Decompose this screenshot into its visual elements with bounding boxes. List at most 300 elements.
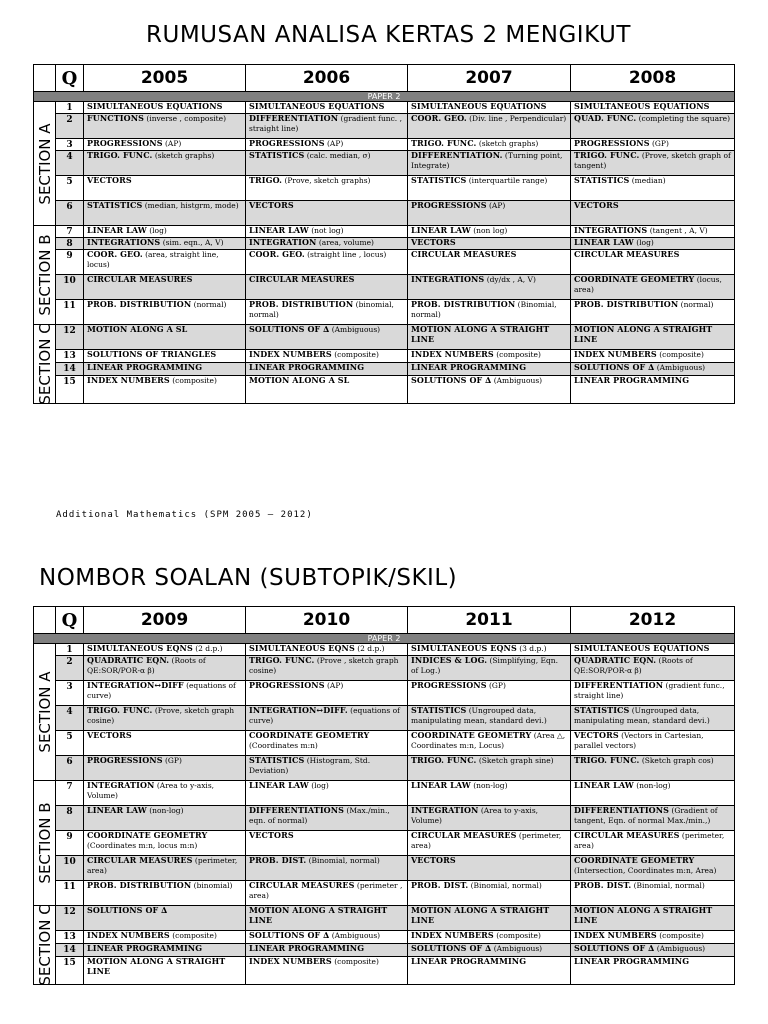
topic-title: LINEAR PROGRAMMING — [411, 956, 527, 966]
corner-cell — [34, 607, 56, 634]
topic-cell — [571, 806, 735, 831]
topic-cell — [571, 114, 735, 139]
topic-title: CIRCULAR MEASURES — [87, 274, 193, 284]
topic-detail: (composite) — [493, 931, 541, 940]
topic-cell — [84, 151, 246, 176]
topic-cell — [408, 250, 571, 275]
topic-title: INDEX NUMBERS — [87, 375, 170, 385]
topic-cell — [571, 731, 735, 756]
topic-detail: (Ambiguous) — [329, 325, 381, 334]
topic-detail: (AP) — [162, 139, 182, 148]
topic-title: LINEAR LAW — [249, 225, 309, 235]
topic-detail: (Ambiguous) — [654, 363, 706, 372]
question-number: 2 — [56, 656, 84, 681]
topic-cell — [84, 731, 246, 756]
topic-detail: (Ungrouped data, manipulating mean, standard devi.) — [574, 706, 710, 725]
topic-detail: (completing the square) — [636, 114, 730, 123]
topic-cell — [246, 806, 408, 831]
question-number: 6 — [56, 201, 84, 226]
paper-label: PAPER 2 — [34, 92, 735, 102]
table-row — [34, 831, 735, 856]
topic-cell — [246, 756, 408, 781]
topic-title: SIMULTANEOUS EQUATIONS — [249, 101, 385, 111]
topic-cell — [408, 731, 571, 756]
topic-title: PROB. DISTRIBUTION — [87, 880, 192, 890]
topic-detail: (gradient func., straight line) — [574, 681, 725, 700]
topic-title: PROB. DIST. — [574, 880, 632, 890]
topic-title: VECTORS — [249, 200, 294, 210]
topic-cell — [408, 944, 571, 957]
topic-cell — [408, 238, 571, 250]
topic-title: COOR. GEO. — [87, 249, 143, 259]
topic-cell — [571, 300, 735, 325]
section-label — [34, 102, 56, 226]
topic-detail: (sim. eqn., A, V) — [160, 238, 224, 247]
topic-detail: (Roots of QE:SOR/POR-α β) — [574, 656, 693, 675]
topic-detail: (non log) — [470, 226, 508, 235]
topic-title: MOTION ALONG A SL — [249, 375, 350, 385]
section-label-text: SECTION C — [35, 323, 54, 405]
topic-detail: (Coordinates m:n, locus m:n) — [87, 840, 198, 850]
paper-label-row — [34, 634, 735, 644]
topic-cell — [84, 250, 246, 275]
topic-title: INDEX NUMBERS — [411, 930, 494, 940]
table-row — [34, 151, 735, 176]
topic-cell — [84, 906, 246, 931]
topic-cell — [246, 151, 408, 176]
paper-label: PAPER 2 — [34, 634, 735, 644]
topic-cell — [246, 881, 408, 906]
topic-detail: (area, straight line, locus) — [87, 250, 219, 269]
topic-detail: (tangent , A, V) — [647, 226, 708, 235]
topic-title: COORDINATE GEOMETRY — [411, 730, 532, 740]
topic-title: INDEX NUMBERS — [574, 930, 657, 940]
topic-detail: (normal) — [678, 300, 714, 309]
topic-cell — [571, 906, 735, 931]
question-number: 7 — [56, 781, 84, 806]
topic-title: SIMULTANEOUS EQNS — [411, 643, 517, 653]
topic-detail: (area, volume) — [316, 238, 374, 247]
topic-title: STATISTICS — [249, 755, 305, 765]
topic-cell — [408, 906, 571, 931]
topic-title: MOTION ALONG A STRAIGHT LINE — [574, 324, 713, 344]
topic-cell — [408, 151, 571, 176]
topic-title: PROGRESSIONS — [574, 138, 650, 148]
topic-title: CIRCULAR MEASURES — [411, 249, 517, 259]
topic-detail: (gradient func. , straight line) — [249, 114, 402, 133]
topic-cell — [571, 944, 735, 957]
section-label-text: SECTION B — [35, 802, 54, 884]
table-row — [34, 275, 735, 300]
section-label — [34, 325, 56, 404]
topic-title: PROGRESSIONS — [249, 680, 325, 690]
topic-detail: (binomial, normal) — [249, 300, 394, 319]
question-number: 3 — [56, 139, 84, 151]
topic-cell — [246, 139, 408, 151]
year-header: 2009 — [84, 607, 246, 634]
topic-detail: (equations of curve) — [249, 706, 400, 725]
question-number: 11 — [56, 881, 84, 906]
topic-cell — [408, 957, 571, 985]
topic-title: SOLUTIONS OF TRIANGLES — [87, 349, 217, 359]
topic-title: LINEAR LAW — [574, 780, 634, 790]
topic-title: CIRCULAR MEASURES — [574, 830, 680, 840]
topic-detail: (Histogram, Std. Deviation) — [249, 756, 371, 775]
topic-detail: (Vectors in Cartesian, parallel vectors) — [574, 731, 704, 750]
topic-cell — [408, 681, 571, 706]
table-row — [34, 781, 735, 806]
topic-cell — [84, 806, 246, 831]
topic-title: PROB. DISTRIBUTION — [574, 299, 679, 309]
topic-detail: (AP) — [486, 201, 506, 210]
table-row — [34, 363, 735, 376]
topic-cell — [246, 856, 408, 881]
topic-cell — [571, 151, 735, 176]
topic-cell — [408, 201, 571, 226]
topic-cell — [246, 931, 408, 944]
question-number: 15 — [56, 957, 84, 985]
topic-detail: (2 d.p.) — [192, 644, 223, 653]
topic-cell — [408, 139, 571, 151]
topic-title: SIMULTANEOUS EQUATIONS — [411, 101, 547, 111]
topic-title: PROB. DISTRIBUTION — [249, 299, 354, 309]
topic-title: LINEAR PROGRAMMING — [411, 362, 527, 372]
topic-title: TRIGO. — [249, 175, 283, 185]
topic-cell — [246, 275, 408, 300]
topic-detail: (composite) — [169, 931, 217, 940]
year-header: 2007 — [408, 65, 571, 92]
topic-detail: (Simplifying, Eqn. of Log.) — [411, 656, 558, 675]
topic-cell — [84, 706, 246, 731]
topic-detail: (Area to y-axis, Volume) — [411, 806, 539, 825]
topic-title: DIFFERENTIATION — [249, 113, 339, 123]
table-row — [34, 644, 735, 656]
topic-title: INDEX NUMBERS — [411, 349, 494, 359]
section-label-text: SECTION C — [35, 904, 54, 986]
topic-detail: (Binomial, normal) — [468, 881, 542, 890]
topic-cell — [84, 376, 246, 404]
year-header: 2010 — [246, 607, 408, 634]
topic-detail: (Sketch graph cos) — [639, 756, 714, 765]
topic-title: INDEX NUMBERS — [249, 956, 332, 966]
question-number: 13 — [56, 931, 84, 944]
topic-cell — [84, 881, 246, 906]
topic-cell — [84, 363, 246, 376]
topic-detail: (2 d.p.) — [354, 644, 385, 653]
topic-title: DIFFERENTIATION. — [411, 150, 503, 160]
topic-title: STATISTICS — [87, 200, 143, 210]
topic-cell — [408, 363, 571, 376]
table-row — [34, 681, 735, 706]
topic-cell — [246, 957, 408, 985]
topic-detail: (Ambiguous) — [654, 944, 706, 953]
topic-cell — [246, 731, 408, 756]
topic-cell — [408, 656, 571, 681]
topic-cell — [571, 831, 735, 856]
question-number: 6 — [56, 756, 84, 781]
topic-cell — [246, 201, 408, 226]
topic-detail: (non-log) — [146, 806, 184, 815]
topic-title: INDEX NUMBERS — [574, 349, 657, 359]
year-header: 2012 — [571, 607, 735, 634]
topic-detail: (interquartile range) — [466, 176, 548, 185]
table-row — [34, 201, 735, 226]
topic-title: COOR. GEO. — [411, 113, 467, 123]
topic-cell — [246, 102, 408, 114]
topic-title: QUAD. FUNC. — [574, 113, 637, 123]
topic-detail: (Intersection, Coordinates m:n, Area) — [574, 865, 717, 875]
topic-title: SOLUTIONS OF ∆ — [249, 930, 330, 940]
topic-title: SOLUTIONS OF ∆ — [87, 905, 168, 915]
table-row — [34, 139, 735, 151]
topic-title: VECTORS — [574, 200, 619, 210]
topic-cell — [408, 350, 571, 363]
table-row — [34, 656, 735, 681]
topic-title: SOLUTIONS OF ∆ — [574, 362, 655, 372]
topic-detail: (Roots of QE:SOR/POR-α β) — [87, 656, 206, 675]
page-title-bottom: NOMBOR SOALAN (SUBTOPIK/SKIL) — [39, 565, 458, 591]
section-label — [34, 781, 56, 906]
topic-title: LINEAR PROGRAMMING — [87, 362, 203, 372]
footer-note: Additional Mathematics (SPM 2005 – 2012) — [56, 510, 313, 520]
topic-detail: (Prove , sketch graph cosine) — [249, 656, 399, 675]
topic-detail: (composite) — [493, 350, 541, 359]
topic-title: SOLUTIONS OF ∆ — [411, 943, 492, 953]
section-label-text: SECTION A — [35, 671, 54, 753]
topic-title: COORDINATE GEOMETRY — [574, 855, 695, 865]
topic-detail: (Binomial, normal) — [411, 300, 557, 319]
topic-detail: (dy/dx , A, V) — [484, 275, 536, 284]
topic-title: LINEAR PROGRAMMING — [574, 956, 690, 966]
topic-title: LINEAR LAW — [87, 225, 147, 235]
topic-title: LINEAR PROGRAMMING — [574, 375, 690, 385]
topic-title: STATISTICS — [574, 175, 630, 185]
page-title-top: RUMUSAN ANALISA KERTAS 2 MENGIKUT — [146, 22, 631, 48]
topic-cell — [84, 681, 246, 706]
topic-cell — [246, 656, 408, 681]
topic-title: MOTION ALONG A SL — [87, 324, 188, 334]
topic-detail: (GP) — [649, 139, 669, 148]
topic-detail: (perimeter, area) — [574, 831, 725, 850]
topic-title: INTEGRATIONS — [87, 237, 161, 247]
topic-title: MOTION ALONG A STRAIGHT LINE — [411, 324, 550, 344]
question-number: 3 — [56, 681, 84, 706]
topic-title: LINEAR PROGRAMMING — [249, 362, 365, 372]
question-number: 4 — [56, 706, 84, 731]
topic-detail: (binomial) — [191, 881, 233, 890]
topic-cell — [408, 856, 571, 881]
table-header-row — [34, 607, 735, 634]
topic-detail: (GP) — [162, 756, 182, 765]
topic-title: COORDINATE GEOMETRY — [574, 274, 695, 284]
topic-title: FUNCTIONS — [87, 113, 144, 123]
topic-cell — [408, 881, 571, 906]
topic-detail: (Gradient of tangent, Eqn. of normal Max./min.,) — [574, 806, 718, 825]
topic-cell — [408, 376, 571, 404]
topic-cell — [571, 644, 735, 656]
topic-cell — [246, 944, 408, 957]
topic-cell — [408, 831, 571, 856]
topic-title: QUADRATIC EQN. — [87, 655, 170, 665]
topic-detail: (Ambiguous) — [329, 931, 381, 940]
topic-cell — [84, 275, 246, 300]
topic-title: VECTORS — [411, 855, 456, 865]
topic-title: PROB. DIST. — [249, 855, 307, 865]
question-number: 2 — [56, 114, 84, 139]
topic-detail: (Sketch graph sine) — [476, 756, 554, 765]
topic-title: STATISTICS — [574, 705, 630, 715]
topic-detail: (Turning point, Integrate) — [411, 151, 563, 170]
topic-title: CIRCULAR MEASURES — [411, 830, 517, 840]
topic-title: LINEAR PROGRAMMING — [249, 943, 365, 953]
topic-title: VECTORS — [87, 175, 132, 185]
corner-cell — [34, 65, 56, 92]
table-row — [34, 238, 735, 250]
topic-title: COORDINATE GEOMETRY — [249, 730, 370, 740]
topic-title: CIRCULAR MEASURES — [574, 249, 680, 259]
topic-cell — [571, 238, 735, 250]
topic-title: INTEGRATIONS — [574, 225, 648, 235]
topic-title: PROGRESSIONS — [411, 680, 487, 690]
topic-cell — [84, 139, 246, 151]
topic-title: VECTORS — [574, 730, 619, 740]
topic-title: PROB. DIST. — [411, 880, 469, 890]
topic-cell — [408, 806, 571, 831]
topic-cell — [84, 226, 246, 238]
topic-title: LINEAR LAW — [87, 805, 147, 815]
topic-cell — [571, 957, 735, 985]
topic-title: TRIGO. FUNC. — [87, 150, 153, 160]
topic-cell — [246, 176, 408, 201]
topic-title: QUADRATIC EQN. — [574, 655, 657, 665]
question-number: 9 — [56, 831, 84, 856]
topic-cell — [571, 376, 735, 404]
topic-cell — [571, 350, 735, 363]
table-row — [34, 350, 735, 363]
topic-cell — [246, 831, 408, 856]
topic-title: PROGRESSIONS — [87, 755, 163, 765]
topic-title: DIFFERENTIATIONS — [249, 805, 345, 815]
topic-detail: (calc. median, σ) — [304, 151, 371, 160]
topic-detail: (composite) — [656, 350, 704, 359]
question-number: 1 — [56, 644, 84, 656]
table-row — [34, 226, 735, 238]
topic-detail: (sketch graphs) — [476, 139, 539, 148]
topic-title: INTEGRATION — [411, 805, 479, 815]
topic-title: DIFFERENTIATIONS — [574, 805, 670, 815]
topic-detail: (sketch graphs) — [152, 151, 215, 160]
table-row — [34, 102, 735, 114]
topic-cell — [408, 176, 571, 201]
topic-title: SIMULTANEOUS EQUATIONS — [574, 643, 710, 653]
topic-title: TRIGO. FUNC. — [411, 755, 477, 765]
topic-cell — [84, 931, 246, 944]
topic-detail: (log) — [146, 226, 167, 235]
topic-detail: (equations of curve) — [87, 681, 236, 700]
topic-detail: (AP) — [324, 139, 344, 148]
topic-detail: (Binomial, normal) — [306, 856, 380, 865]
question-number: 4 — [56, 151, 84, 176]
topic-cell — [571, 139, 735, 151]
topic-title: SIMULTANEOUS EQNS — [249, 643, 355, 653]
topic-cell — [408, 931, 571, 944]
section-label — [34, 644, 56, 781]
topic-title: INTEGRATION — [249, 237, 317, 247]
topic-cell — [408, 644, 571, 656]
topic-cell — [571, 931, 735, 944]
year-header: 2008 — [571, 65, 735, 92]
section-label — [34, 906, 56, 985]
topic-title: SIMULTANEOUS EQNS — [87, 643, 193, 653]
topic-detail: (Div. line , Perpendicular) — [466, 114, 567, 123]
topic-cell — [408, 102, 571, 114]
topic-title: DIFFERENTIATION — [574, 680, 664, 690]
topic-cell — [571, 656, 735, 681]
topic-cell — [571, 226, 735, 238]
topic-title: LINEAR LAW — [574, 237, 634, 247]
topic-title: LINEAR PROGRAMMING — [87, 943, 203, 953]
year-header: 2006 — [246, 65, 408, 92]
topic-title: MOTION ALONG A STRAIGHT LINE — [411, 905, 550, 925]
question-number: 14 — [56, 363, 84, 376]
topic-detail: (perimeter , area) — [249, 881, 403, 900]
topic-title: PROB. DISTRIBUTION — [411, 299, 516, 309]
year-header: 2011 — [408, 607, 571, 634]
topic-cell — [84, 831, 246, 856]
section-label — [34, 226, 56, 325]
topic-cell — [246, 906, 408, 931]
topic-detail: (non-log) — [470, 781, 508, 790]
topic-cell — [408, 300, 571, 325]
question-number: 5 — [56, 176, 84, 201]
topic-cell — [246, 376, 408, 404]
table-row — [34, 944, 735, 957]
table-row — [34, 114, 735, 139]
topic-title: STATISTICS — [411, 705, 467, 715]
topic-cell — [84, 756, 246, 781]
topic-detail: (straight line , locus) — [304, 250, 387, 259]
topic-title: PROGRESSIONS — [249, 138, 325, 148]
topic-cell — [408, 226, 571, 238]
topic-detail: (non-log) — [633, 781, 671, 790]
question-number: 10 — [56, 856, 84, 881]
question-number: 11 — [56, 300, 84, 325]
question-number: 1 — [56, 102, 84, 114]
table-row — [34, 706, 735, 731]
topic-cell — [246, 350, 408, 363]
topic-detail: (perimeter, area) — [87, 856, 238, 875]
topic-detail: (composite) — [169, 376, 217, 385]
topic-title: INDICES & LOG. — [411, 655, 488, 665]
topic-title: VECTORS — [249, 830, 294, 840]
topic-cell — [84, 644, 246, 656]
topic-cell — [84, 325, 246, 350]
topic-cell — [246, 250, 408, 275]
year-header: 2005 — [84, 65, 246, 92]
topic-title: LINEAR LAW — [411, 780, 471, 790]
table-row — [34, 756, 735, 781]
topic-title: INDEX NUMBERS — [249, 349, 332, 359]
topic-detail: (not log) — [308, 226, 344, 235]
topic-cell — [571, 681, 735, 706]
topic-cell — [571, 363, 735, 376]
table-row — [34, 856, 735, 881]
topic-cell — [84, 781, 246, 806]
topic-title: SOLUTIONS OF ∆ — [574, 943, 655, 953]
topic-cell — [571, 856, 735, 881]
topic-cell — [408, 275, 571, 300]
topic-title: PROGRESSIONS — [411, 200, 487, 210]
